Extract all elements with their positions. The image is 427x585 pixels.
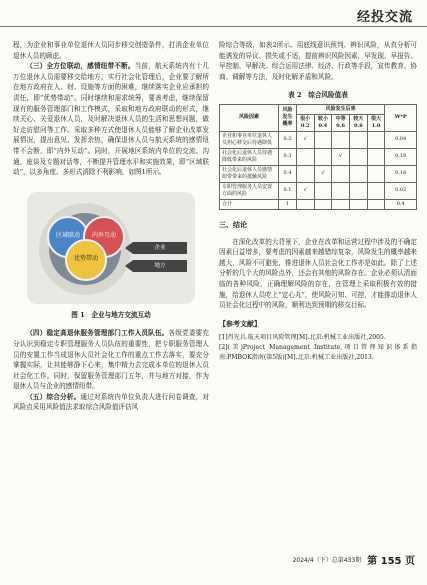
paragraph-3-body: 各级党委要充分认识到稳定专职管理服务人员队伍的重要性，把专职服务管理人员的安置工作当成退休人员社会化工作的重点工作去落实，要充分掌握实际，让其能够静下心来，集中精力去完成本单位的退休人员社会化工作。同时，保留服务管理部门五年，并与地方对接，作为退休人员与企业的感情纽带。 <box>13 329 210 391</box>
local-arrow <box>133 260 187 272</box>
row-wp: 0.18 <box>385 148 417 165</box>
level-rate: 中等 <box>335 115 346 122</box>
paragraph-right-1: 险综合等级，如表2所示。用底线意识预判、辨识风险，从真分析可能诱发的异议、损失或不适，提前辨识风险因素，早发现、早报告、早控制、早解决。综合运用法律、经济、行政等手段，宣传教育、协商、调解等方法，及时化解矛盾和风险。 <box>219 41 417 81</box>
level-rate: 很小 <box>300 115 311 122</box>
header-probability: 风险发生概率 <box>279 104 297 131</box>
header-level <box>332 114 350 131</box>
row-mark: √ <box>314 165 332 182</box>
table-header-row <box>220 104 417 114</box>
reference-item: [2](美)Project Management Institute,项目管理知识体系指南:PMBOK指南(第5版)[M].北京:机械工业出版社,2013. <box>219 344 417 361</box>
section-title: 经投交流 <box>356 10 413 25</box>
level-scale: 0.6 <box>336 122 345 129</box>
right-column <box>219 40 417 362</box>
header-level <box>349 114 367 131</box>
row-mark: √ <box>296 182 314 199</box>
row-factor: 专职管理服务人员安置方面的风险 <box>220 182 279 199</box>
paragraph-2-body: 当前，航天系统内有十几万位退休人员需要移交给地方。实行社会化管理后，企业要了解所在地方政府在人、财、设施等方面的困难，继续落实企业应承担的责任，即“优势带动”。同时继续和需求统筹，要善考虑，继续保留现有的服务管理部门和工作模式，采取和地方政府联动的形式，继续关心、关爱退休人员，及时解决退休人员的生活和思想问题，做好走访慰问等工作。采取多种方式使退休人员能够了解企业改革发展情况，提出意见、发挥余热，确保退休人员与航天系统的感情纽带不会断，即“内外互动”。同时，开展地区系统内单位的交流、沟通、座谈及专题对话等，不断提升管理水平和实施效果，即“区域联动”，以多角度、多形式消除不利影响，如图1所示。 <box>13 62 210 177</box>
row-wp: 0.04 <box>385 131 417 148</box>
header-wp: W*P <box>385 104 417 131</box>
paragraph-3-title: （四）稳定高退休服务管理部门工作人员队伍。 <box>26 329 169 338</box>
enterprise-label: 企业 <box>154 244 166 251</box>
row-wp: 0.16 <box>385 165 417 182</box>
advantage-drive-circle <box>65 239 107 281</box>
internal-external-label: 内外互动 <box>91 232 116 240</box>
risk-table <box>219 104 417 210</box>
level-rate: 很大 <box>371 115 382 122</box>
row-mark: √ <box>332 148 350 165</box>
header-consequence: 风险发生后果 <box>296 104 385 114</box>
table-total-row <box>220 199 417 209</box>
level-scale: 1.0 <box>371 122 381 129</box>
conclusion-paragraph: 在深化改革的大背景下，企业在改革和运营过程中涉及的不确定因素日益增多，要考虑的因素越来越错综复杂，风险发生的概率越来越大，风险不可避免，推进退休人员社会化工作亦是如此。除了上述分析的几个大的风险点外，还会有其他的风险存在。企业必须认清面临的各种风险，正确理解风险的存在，在管理上采取积极有效的措施，给退休人员吃上“定心丸”，使风险可知、可控，才能推动退休人员社会化过程中的风险，顺利达到预期的移交目标。 <box>219 237 417 310</box>
table-row <box>220 165 417 182</box>
row-probability: 0.4 <box>279 165 297 182</box>
header-level <box>296 114 314 131</box>
total-probability: 1 <box>279 199 297 209</box>
row-factor: 企业和事业单位退休人员担心移交后待遇降低 <box>220 131 279 148</box>
paragraph-3 <box>13 328 209 392</box>
paragraph-4 <box>13 392 209 413</box>
level-scale: 0.2 <box>300 122 310 129</box>
table-row <box>220 131 417 148</box>
row-factor: 社会化后退休人员待遇降低带来的风险 <box>220 148 279 165</box>
level-rate: 较大 <box>353 115 364 122</box>
issue-info: 2024/4（下）总第433期 <box>292 557 362 564</box>
regional-linkage-label: 区域联动 <box>55 232 80 240</box>
header-level <box>314 114 332 131</box>
figure-caption: 图 1 企业与地方交流互动 <box>71 310 151 319</box>
row-mark: √ <box>296 131 314 148</box>
total-label: 合计 <box>220 199 279 209</box>
page-footer <box>293 552 415 567</box>
level-scale: 0.4 <box>318 122 328 129</box>
references-list <box>219 333 417 362</box>
advantage-drive-label: 优势带动 <box>73 255 98 263</box>
row-probability: 0.2 <box>279 131 297 148</box>
table-row <box>220 148 417 165</box>
header-factor: 风险因素 <box>220 104 279 131</box>
total-wp: 0.4 <box>385 199 417 209</box>
level-scale: 0.8 <box>353 122 363 129</box>
local-label: 地方 <box>154 262 166 269</box>
table-title: 表 2 综合风险值表 <box>288 91 348 100</box>
paragraph-2-title: （三）全方位联动，感情纽带不断。 <box>26 62 135 71</box>
row-probability: 0.1 <box>279 182 297 199</box>
conclusion-heading: 三、结论 <box>219 219 247 229</box>
figure-1 <box>27 192 195 304</box>
row-factor: 社会化后退休人员感情纽带带来的抵触风险 <box>220 165 279 182</box>
reference-item: [1]肖光兵.航天项目风险管理[M].北京:机械工业出版社,2005. <box>219 334 386 342</box>
header-level <box>367 114 385 131</box>
enterprise-arrow <box>133 242 187 254</box>
paragraph-4-body: 通过对系统内单位负责人进行问卷调查，对风险点采用风险值法求取综合风险值评估风 <box>13 392 210 412</box>
page-header <box>0 0 427 27</box>
level-rate: 较小 <box>317 115 328 122</box>
left-column <box>13 40 209 413</box>
row-wp: 0.02 <box>385 182 417 199</box>
page-number: 第 155 页 <box>367 556 415 567</box>
paragraph-4-title: （五）综合分析。 <box>26 392 81 401</box>
references-heading: 【参考文献】 <box>219 318 261 328</box>
paragraph-2 <box>13 61 209 178</box>
paragraph-1: 程，为企业和事业单位退休人员同步移交创造条件，打消企业单位退休人员的顾虑。 <box>13 41 209 60</box>
table-row <box>220 182 417 199</box>
row-probability: 0.3 <box>279 148 297 165</box>
